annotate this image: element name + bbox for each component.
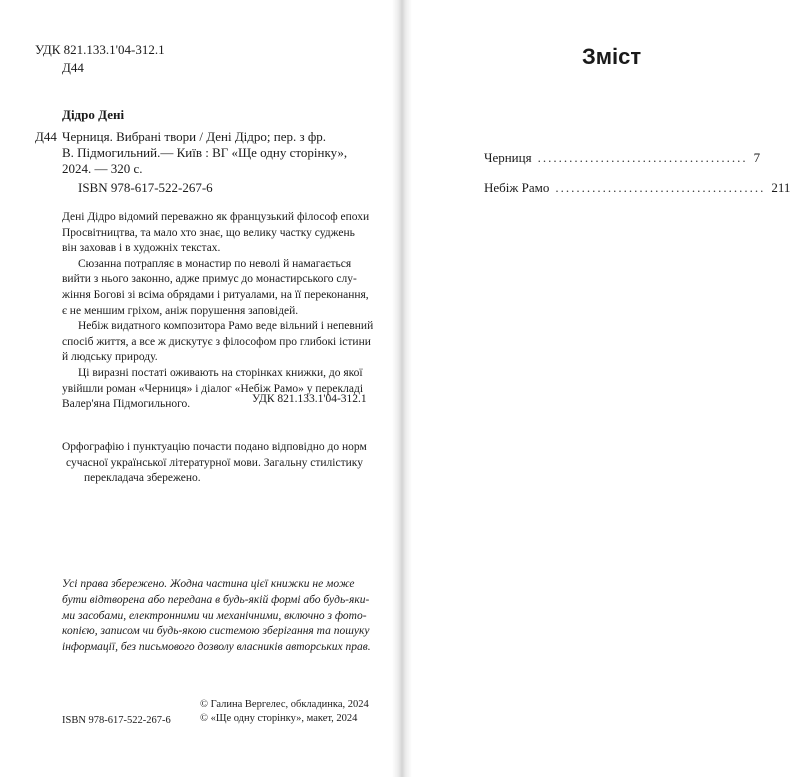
- udk-code-bottom: УДК 821.133.1'04-312.1: [252, 393, 367, 405]
- isbn-bottom: ISBN 978-617-522-267-6: [62, 715, 171, 726]
- annotation-line: Небіж видатного композитора Рамо веде вільний і непевний: [78, 320, 374, 333]
- book-gutter: [392, 0, 412, 777]
- rights-line: бути відтворена або передана в будь-якій формі або будь-яки-: [62, 593, 370, 606]
- annotation-line: увійшли роман «Черниця» і діалог «Небіж Рамо» у перекладі: [62, 382, 364, 395]
- right-page: [406, 0, 800, 777]
- toc-leader-dots: ........................................: [537, 150, 748, 165]
- rights-line: ми засобами, електронними чи механічними, включно з фото-: [62, 609, 367, 622]
- author-heading: Дідро Дені: [62, 107, 125, 122]
- toc-entry-page: 7: [753, 150, 761, 165]
- annotation-line: Дені Дідро відомий переважно як французький філософ епохи: [62, 211, 370, 223]
- annotation-line: спосіб життя, а все ж дискутує з філософом про глибокі істини: [62, 335, 371, 348]
- orthography-note: [62, 440, 367, 487]
- annotation-line: вийти з нього законно, адже примус до монастирського слу-: [62, 273, 357, 286]
- orthography-line: сучасної української літературної мови. Загальну стилістику: [66, 456, 363, 469]
- copyright-line: © Галина Вергелес, обкладинка, 2024: [200, 699, 369, 710]
- udk-code-top: УДК 821.133.1'04-312.1: [35, 42, 165, 57]
- copyright-line: © «Ще одну сторінку», макет, 2024: [200, 713, 358, 724]
- rights-line: інформації, без письмового дозволу власників авторських прав.: [62, 641, 371, 654]
- toc-entry[interactable]: [484, 180, 791, 196]
- toc-leader-dots: ........................................: [555, 180, 766, 195]
- annotation-line: й людську природу.: [62, 351, 158, 364]
- toc-entry-page: 211: [771, 180, 791, 195]
- annotation-line: Просвітництва, та мало хто знає, що велику частку суджень: [62, 226, 355, 239]
- annotation-line: Валер'яна Підмогильного.: [62, 398, 191, 411]
- annotation: [62, 210, 373, 413]
- catalog-line: Черниця. Вибрані твори / Дені Дідро; пер. з фр.: [62, 129, 327, 144]
- annotation-line: є не меншим гріхом, аніж порушення заповідей.: [62, 304, 299, 317]
- toc-title: Зміст: [582, 44, 642, 69]
- catalog-line: 2024. — 320 с.: [62, 161, 143, 176]
- catalog-line: В. Підмогильний.— Київ : ВГ «Ще одну сторінку»,: [62, 145, 348, 160]
- annotation-line: він заховав і в художніх текстах.: [62, 242, 221, 255]
- isbn-main: ISBN 978-617-522-267-6: [78, 180, 213, 195]
- toc-entry-title: Черниця: [484, 150, 532, 165]
- toc-entry-title: Небіж Рамо: [484, 180, 550, 195]
- annotation-line: жіння Богові зі всіма обрядами і ритуалами, на її переконання,: [62, 288, 369, 301]
- bbk-code-top: Д44: [62, 60, 84, 75]
- orthography-line: перекладача збережено.: [84, 472, 201, 485]
- rights-notice: [62, 577, 371, 656]
- catalog-entry: [62, 129, 382, 177]
- rights-line: копією, записом чи будь-якою системою зберігання та пошуку: [62, 625, 370, 638]
- toc-entry[interactable]: [484, 150, 761, 166]
- catalog-code: Д44: [35, 129, 57, 144]
- rights-line: Усі права збережено. Жодна частина цієї книжки не може: [62, 578, 355, 590]
- copyright-block: [200, 698, 369, 726]
- annotation-line: Сюзанна потрапляє в монастир по неволі й намагається: [78, 257, 352, 270]
- annotation-line: Ці виразні постаті оживають на сторінках книжки, до якої: [78, 366, 363, 379]
- orthography-line: Орфографію і пунктуацію почасти подано відповідно до норм: [62, 441, 367, 453]
